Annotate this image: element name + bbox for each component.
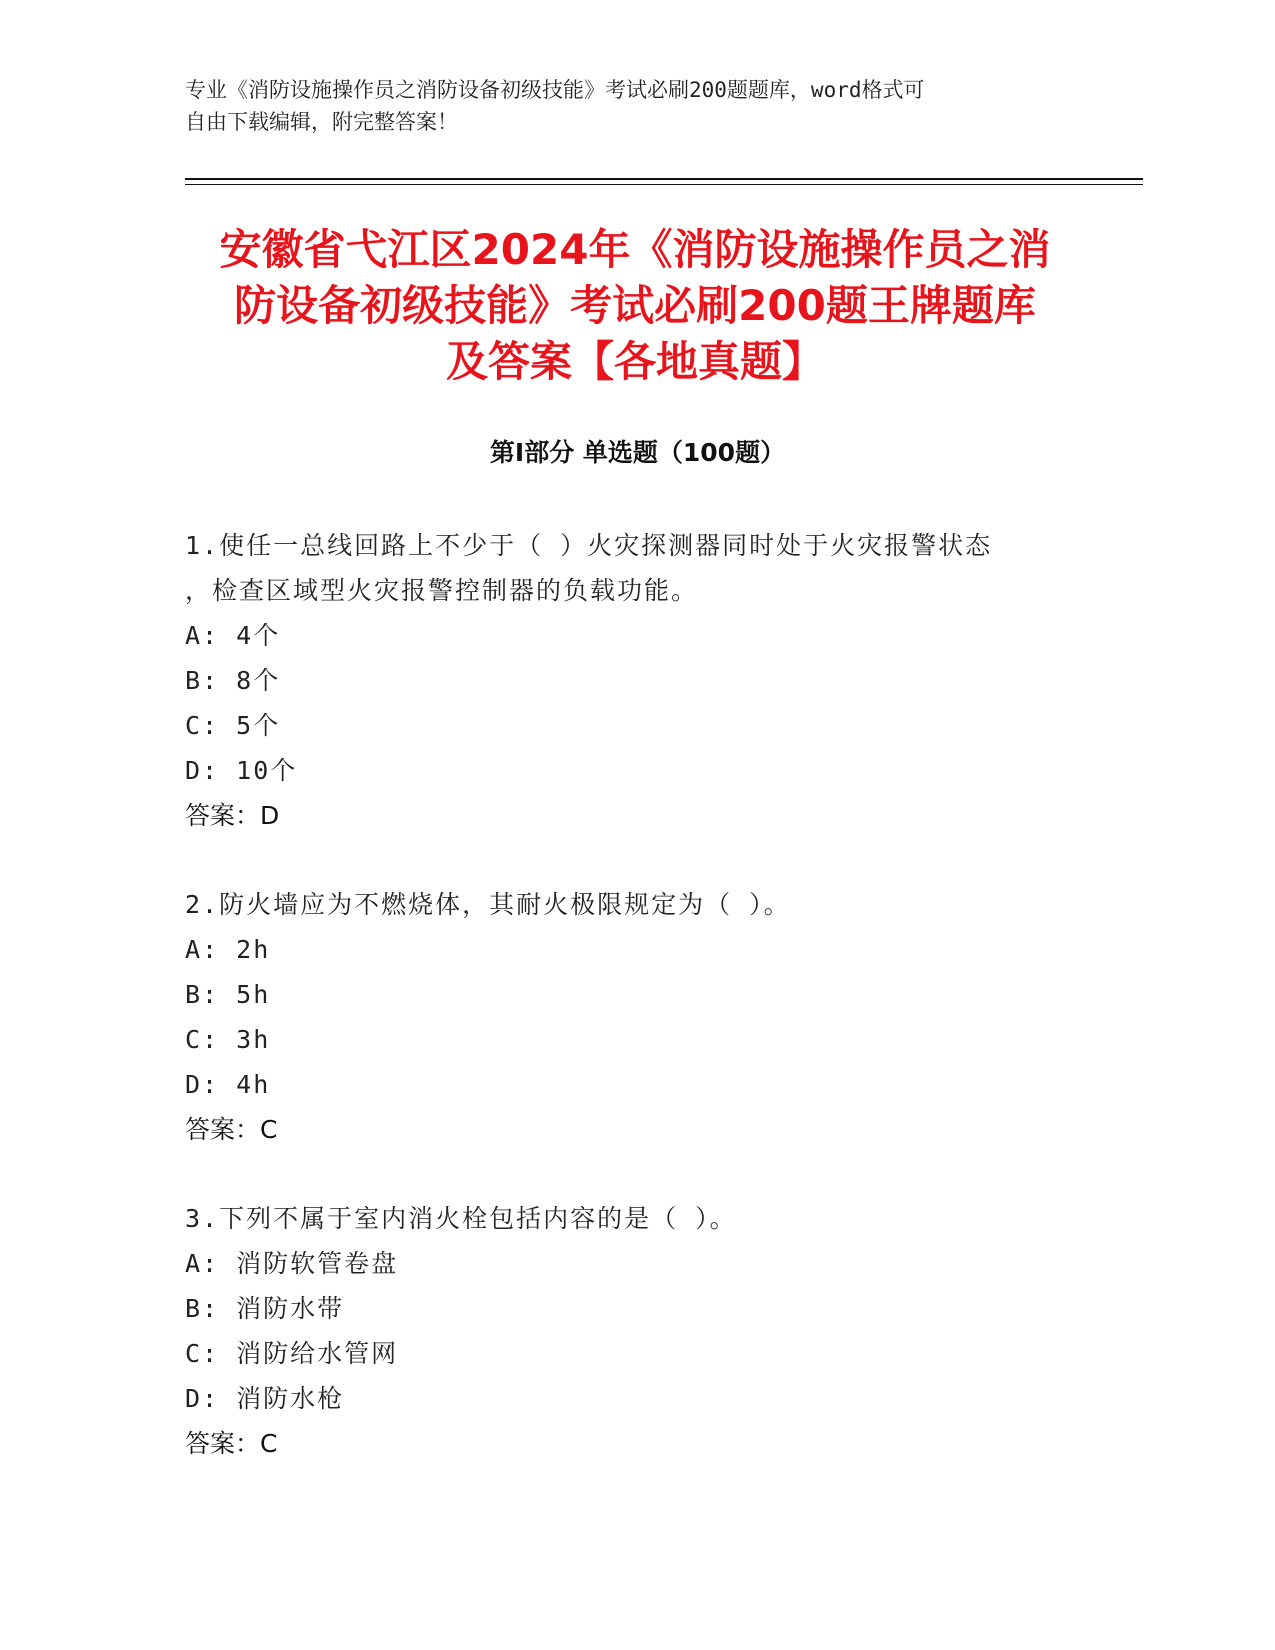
document-title-line-2: 防设备初级技能》考试必刷200题王牌题库 (234, 281, 1036, 330)
header-note-line-1: 专业《消防设施操作员之消防设备初级技能》考试必刷200题题库，word格式可 (185, 78, 925, 102)
option-a: A: 2h (185, 935, 271, 964)
option-b: B: 消防水带 (185, 1294, 345, 1323)
question-stem: 3.下列不属于室内消火栓包括内容的是（ ）。 (185, 1204, 737, 1233)
question-stem-continued: ，检查区域型火灾报警控制器的负载功能。 (185, 576, 699, 605)
document-title-line-1: 安徽省弋江区2024年《消防设施操作员之消 (219, 225, 1051, 274)
document-title-line-3: 及答案【各地真题】 (445, 337, 824, 386)
header-note-line-2: 自由下载编辑，附完整答案！ (185, 110, 458, 134)
section-heading: 第Ⅰ部分 单选题（100题） (489, 438, 786, 467)
option-a: A: 4个 (185, 621, 281, 650)
answer: 答案：C (185, 1115, 278, 1144)
option-a: A: 消防软管卷盘 (185, 1249, 399, 1278)
question-2 (185, 882, 1085, 1152)
option-b: B: 8个 (185, 666, 281, 695)
header-divider-thin (185, 184, 1143, 185)
question-3 (185, 1196, 1085, 1466)
option-d: D: 4h (185, 1070, 271, 1099)
question-1 (185, 523, 1085, 838)
option-c: C: 消防给水管网 (185, 1339, 399, 1368)
header-note (185, 74, 1065, 138)
option-c: C: 3h (185, 1025, 271, 1054)
answer: 答案：C (185, 1429, 278, 1458)
answer: 答案：D (185, 801, 280, 830)
option-d: D: 消防水枪 (185, 1384, 345, 1413)
option-d: D: 10个 (185, 756, 298, 785)
header-divider-thick (185, 178, 1143, 180)
option-b: B: 5h (185, 980, 271, 1009)
question-list (185, 523, 1085, 1510)
question-stem: 1.使任一总线回路上不少于（ ）火灾探测器同时处于火灾报警状态 (185, 531, 993, 560)
document-title (180, 222, 1090, 390)
question-stem: 2.防火墙应为不燃烧体，其耐火极限规定为（ ）。 (185, 890, 791, 919)
option-c: C: 5个 (185, 711, 281, 740)
